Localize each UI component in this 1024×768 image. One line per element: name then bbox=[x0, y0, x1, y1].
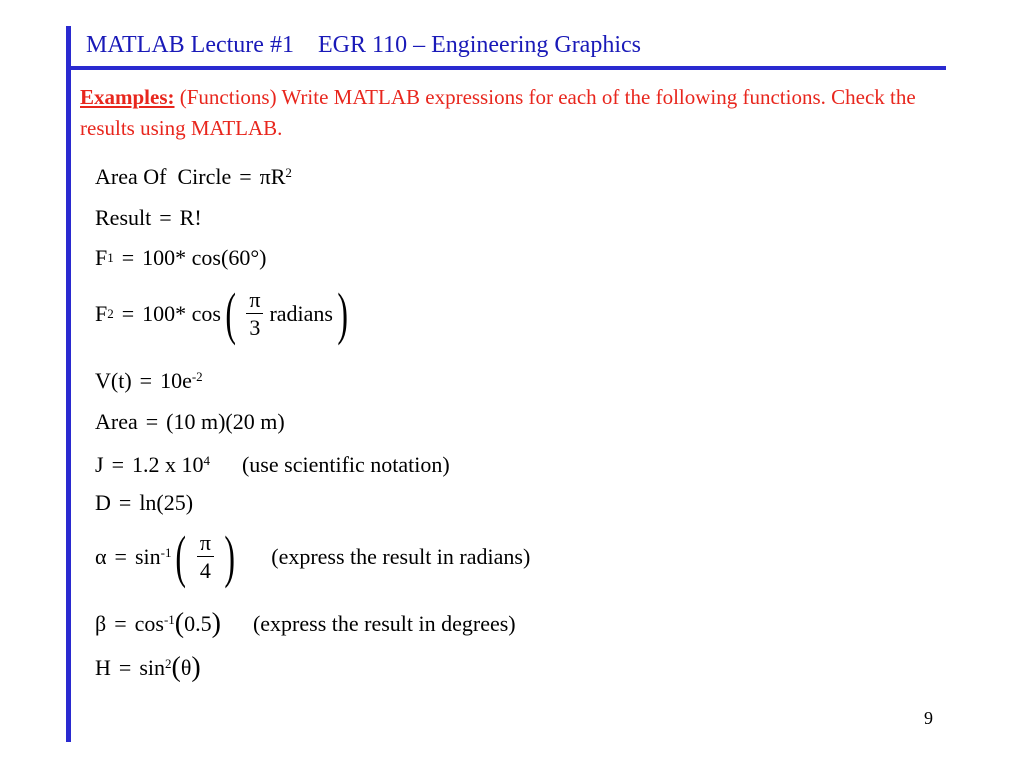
left-paren: ( bbox=[171, 652, 181, 683]
right-paren: ) bbox=[191, 652, 201, 683]
equation-lhs: Area bbox=[95, 409, 138, 434]
right-paren: ) bbox=[337, 281, 348, 346]
fraction-denominator: 4 bbox=[199, 558, 211, 583]
examples-label: Examples: bbox=[80, 85, 175, 109]
intro-text: (Functions) Write MATLAB expressions for each of the following functions. Check the results using MATLAB. bbox=[80, 85, 916, 140]
equation-argument: θ bbox=[180, 655, 192, 680]
equals-sign: = bbox=[139, 368, 153, 393]
equation-rhs: 100* cos(60°) bbox=[142, 245, 267, 270]
equals-sign: = bbox=[121, 301, 135, 326]
equation-lhs: β bbox=[95, 611, 107, 636]
intro-paragraph bbox=[80, 82, 920, 144]
equation-function: cos bbox=[134, 611, 164, 636]
lecture-title: MATLAB Lecture #1 bbox=[86, 32, 294, 58]
equals-sign: = bbox=[159, 205, 172, 230]
equation-lhs: F bbox=[95, 301, 108, 326]
equation-f1: F 1 = 100* cos(60°) bbox=[95, 245, 267, 270]
equation-area bbox=[95, 410, 285, 434]
equation-lhs: α bbox=[95, 544, 107, 569]
equation-rhs: R! bbox=[179, 205, 202, 230]
equation-f2: F 2 = 100* cos ( $\frac{\pi}{3}$ radians ) bbox=[95, 281, 348, 346]
equation-function: sin bbox=[134, 544, 161, 569]
equation-function: sin bbox=[139, 655, 165, 680]
left-paren: ( bbox=[175, 524, 187, 589]
equation-lhs: Area Of Circle bbox=[95, 164, 232, 189]
equation-function: 100* cos bbox=[142, 301, 221, 326]
left-accent-bar bbox=[66, 26, 71, 742]
equation-alpha: α = sin $^{-1}$ ( $\frac{\pi}{4}$ ) (express the result in radians) bbox=[95, 524, 531, 589]
equation-rhs: (10 m)(20 m) bbox=[166, 409, 285, 434]
equation-d bbox=[95, 491, 193, 515]
left-paren: ( bbox=[174, 608, 185, 639]
equals-sign: = bbox=[118, 490, 132, 515]
equation-j: J = 1.2 x 10 $^4$ (use scientific notation) bbox=[95, 452, 450, 477]
equation-note: (express the result in degrees) bbox=[252, 611, 516, 636]
page-number: 9 bbox=[924, 708, 933, 728]
equation-note: (express the result in radians) bbox=[271, 544, 531, 569]
equals-sign: = bbox=[121, 245, 135, 270]
equation-beta: β = cos $^{-1}$ ( 0.5 ) (express the result in degrees) bbox=[95, 608, 516, 639]
equals-sign: = bbox=[118, 655, 132, 680]
equation-lhs: F bbox=[95, 245, 108, 270]
equation-argument: 0.5 bbox=[184, 611, 212, 636]
equals-sign: = bbox=[114, 544, 127, 569]
fraction-numerator: π bbox=[197, 531, 214, 557]
fraction bbox=[197, 531, 214, 583]
fraction-numerator: π bbox=[246, 288, 263, 314]
equation-lhs: D bbox=[95, 490, 111, 515]
equation-rhs: πR bbox=[259, 164, 286, 189]
title-underline-rule bbox=[66, 66, 946, 70]
equation-lhs: J bbox=[95, 452, 104, 477]
equation-lhs: V(t) bbox=[95, 368, 132, 393]
left-paren: ( bbox=[225, 281, 236, 346]
equation-lhs: H bbox=[95, 655, 111, 680]
equals-sign: = bbox=[145, 409, 159, 434]
equals-sign: = bbox=[114, 611, 127, 636]
equation-lhs: Result bbox=[95, 205, 152, 230]
fraction-denominator: 3 bbox=[249, 315, 261, 340]
equals-sign: = bbox=[111, 452, 124, 477]
right-paren: ) bbox=[211, 608, 221, 639]
equation-rhs: 10e bbox=[160, 368, 192, 393]
equation-result bbox=[95, 206, 202, 230]
course-title: EGR 110 – Engineering Graphics bbox=[317, 32, 641, 58]
equation-rhs: 1.2 x 10 bbox=[131, 452, 204, 477]
equals-sign: = bbox=[239, 164, 252, 189]
equation-note: (use scientific notation) bbox=[241, 452, 450, 477]
equation-unit: radians bbox=[269, 301, 333, 326]
right-paren: ) bbox=[224, 524, 235, 589]
slide-title bbox=[86, 32, 641, 59]
equation-area-of-circle: Area Of Circle = πR $^2$ bbox=[95, 164, 292, 189]
equation-v-of-t: V(t) = 10e $^{-2}$ bbox=[95, 368, 203, 393]
fraction bbox=[246, 288, 263, 340]
equation-h: H = sin $^2$ ( θ ) bbox=[95, 652, 201, 683]
equation-rhs: ln(25) bbox=[139, 490, 194, 515]
